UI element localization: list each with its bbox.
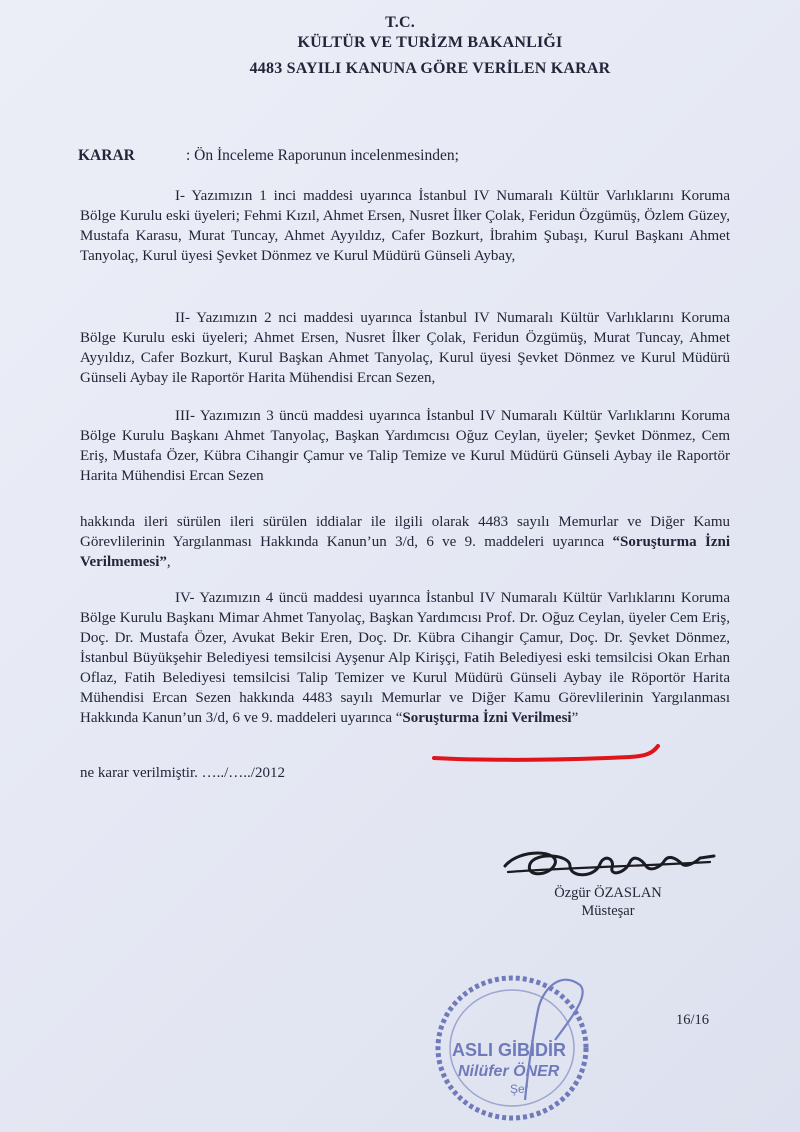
header-line-2: KÜLTÜR VE TURİZM BAKANLIĞI <box>297 34 563 51</box>
svg-text:Şef: Şef <box>510 1082 529 1096</box>
karar-text: : Ön İnceleme Raporunun incelenmesinden; <box>186 147 459 164</box>
paragraph-4-decision: “Soruşturma İzni Verilmemesi” <box>80 534 730 570</box>
paragraph-1: I- Yazımızın 1 inci maddesi uyarınca İstanbul IV Numaralı Kültür Varlıklarını Koruma Bölge Kurulu eski üyeleri; Fehmi Kızıl, Ahmet Ersen, Nusret İlker Çolak, Feridun Özgümüş, Özlem Güzey, Mustafa Karasu, Murat Tuncay, Ahmet Ayyıldız, Cafer Bozkurt, İbrahim Şubaşı, Kurul Başkanı Ahmet Tanyolaç, Kurul üyesi Şevket Dönmez ve Kurul Müdürü Günseli Aybay, <box>80 188 730 264</box>
paragraph-4-end: , <box>166 554 171 570</box>
paragraph-5-close-quote: ” <box>571 710 579 726</box>
header-line-1: T.C. <box>385 14 415 31</box>
paragraph-4-text: hakkında ileri sürülen ileri sürülen iddialar ile ilgili olarak 4483 sayılı Memurlar ve Diğer Kamu Görevlilerinin Yargılanması Hakkında Kanun’un 3/d, 6 ve 9. maddeleri uyarınca <box>80 514 730 550</box>
red-underline-mark <box>430 738 670 768</box>
page-number: 16/16 <box>676 1012 710 1028</box>
closing-text: ne karar verilmiştir. …../…../2012 <box>80 765 285 781</box>
paragraph-5 <box>80 588 730 728</box>
karar-heading <box>78 147 459 165</box>
paragraph-5-open-quote: “ <box>395 710 403 726</box>
paragraph-4 <box>80 512 730 572</box>
karar-label: KARAR <box>78 147 135 164</box>
paragraph-2: II- Yazımızın 2 nci maddesi uyarınca İstanbul IV Numaralı Kültür Varlıklarını Koruma Bölge Kurulu eski üyeleri; Ahmet Ersen, Nusret İlker Çolak, Feridun Özgümüş, Murat Tuncay, Ahmet Ayyıldız, Cafer Bozkurt, Kurul Başkan Ahmet Tanyolaç, Kurul üyesi Şevket Dönmez ve Kurul Müdürü Günseli Aybay ile Raportör Harita Mühendisi Ercan Sezen, <box>80 310 730 386</box>
svg-text:ASLI GİBİDİR: ASLI GİBİDİR <box>452 1040 567 1060</box>
paragraph-5-text: IV- Yazımızın 4 üncü maddesi uyarınca İstanbul IV Numaralı Kültür Varlıklarını Koruma Bölge Kurulu Başkanı Mimar Ahmet Tanyolaç, Başkan Yardımcısı Prof. Dr. Oğuz Ceylan, üyeler Cem Eriş, Doç. Dr. Mustafa Özer, Avukat Bekir Eren, Doç. Dr. Kübra Cihangir Çamur, Doç. Dr. Şevket Dönmez, İstanbul Büyükşehir Belediyesi temsilcisi Ayşenur Alp Kirişçi, Fatih Belediyesi eski temsilcisi Okan Erhan Oflaz, Fatih Belediyesi temsilcisi Talip Temizer ve Kurul Müdürü Günseli Aybay ile Röportör Harita Mühendisi Ercan Sezen hakkında 4483 sayılı Memurlar ve Diğer Kamu Görevlilerinin Yargılanması Hakkında Kanun’un 3/d, 6 ve 9. maddeleri uyarınca <box>80 590 730 726</box>
official-stamp <box>430 960 600 1125</box>
paragraph-5-decision: Soruşturma İzni Verilmesi <box>402 710 572 726</box>
svg-text:Nilüfer ÖNER: Nilüfer ÖNER <box>458 1063 560 1080</box>
header-line-3: 4483 SAYILI KANUNA GÖRE VERİLEN KARAR <box>249 60 611 77</box>
paragraph-3: III- Yazımızın 3 üncü maddesi uyarınca İstanbul IV Numaralı Kültür Varlıklarını Koruma Bölge Kurulu Başkanı Ahmet Tanyolaç, Başkan Yardımcısı Oğuz Ceylan, üyeler; Şevket Dönmez, Cem Eriş, Mustafa Özer, Kübra Cihangir Çamur ve Talip Temize ve Kurul Müdürü Günseli Aybay ile Raportör Harita Mühendisi Ercan Sezen <box>80 408 730 484</box>
signatory-name: Özgür ÖZASLAN <box>554 885 662 901</box>
signatory-title: Müsteşar <box>581 903 635 919</box>
